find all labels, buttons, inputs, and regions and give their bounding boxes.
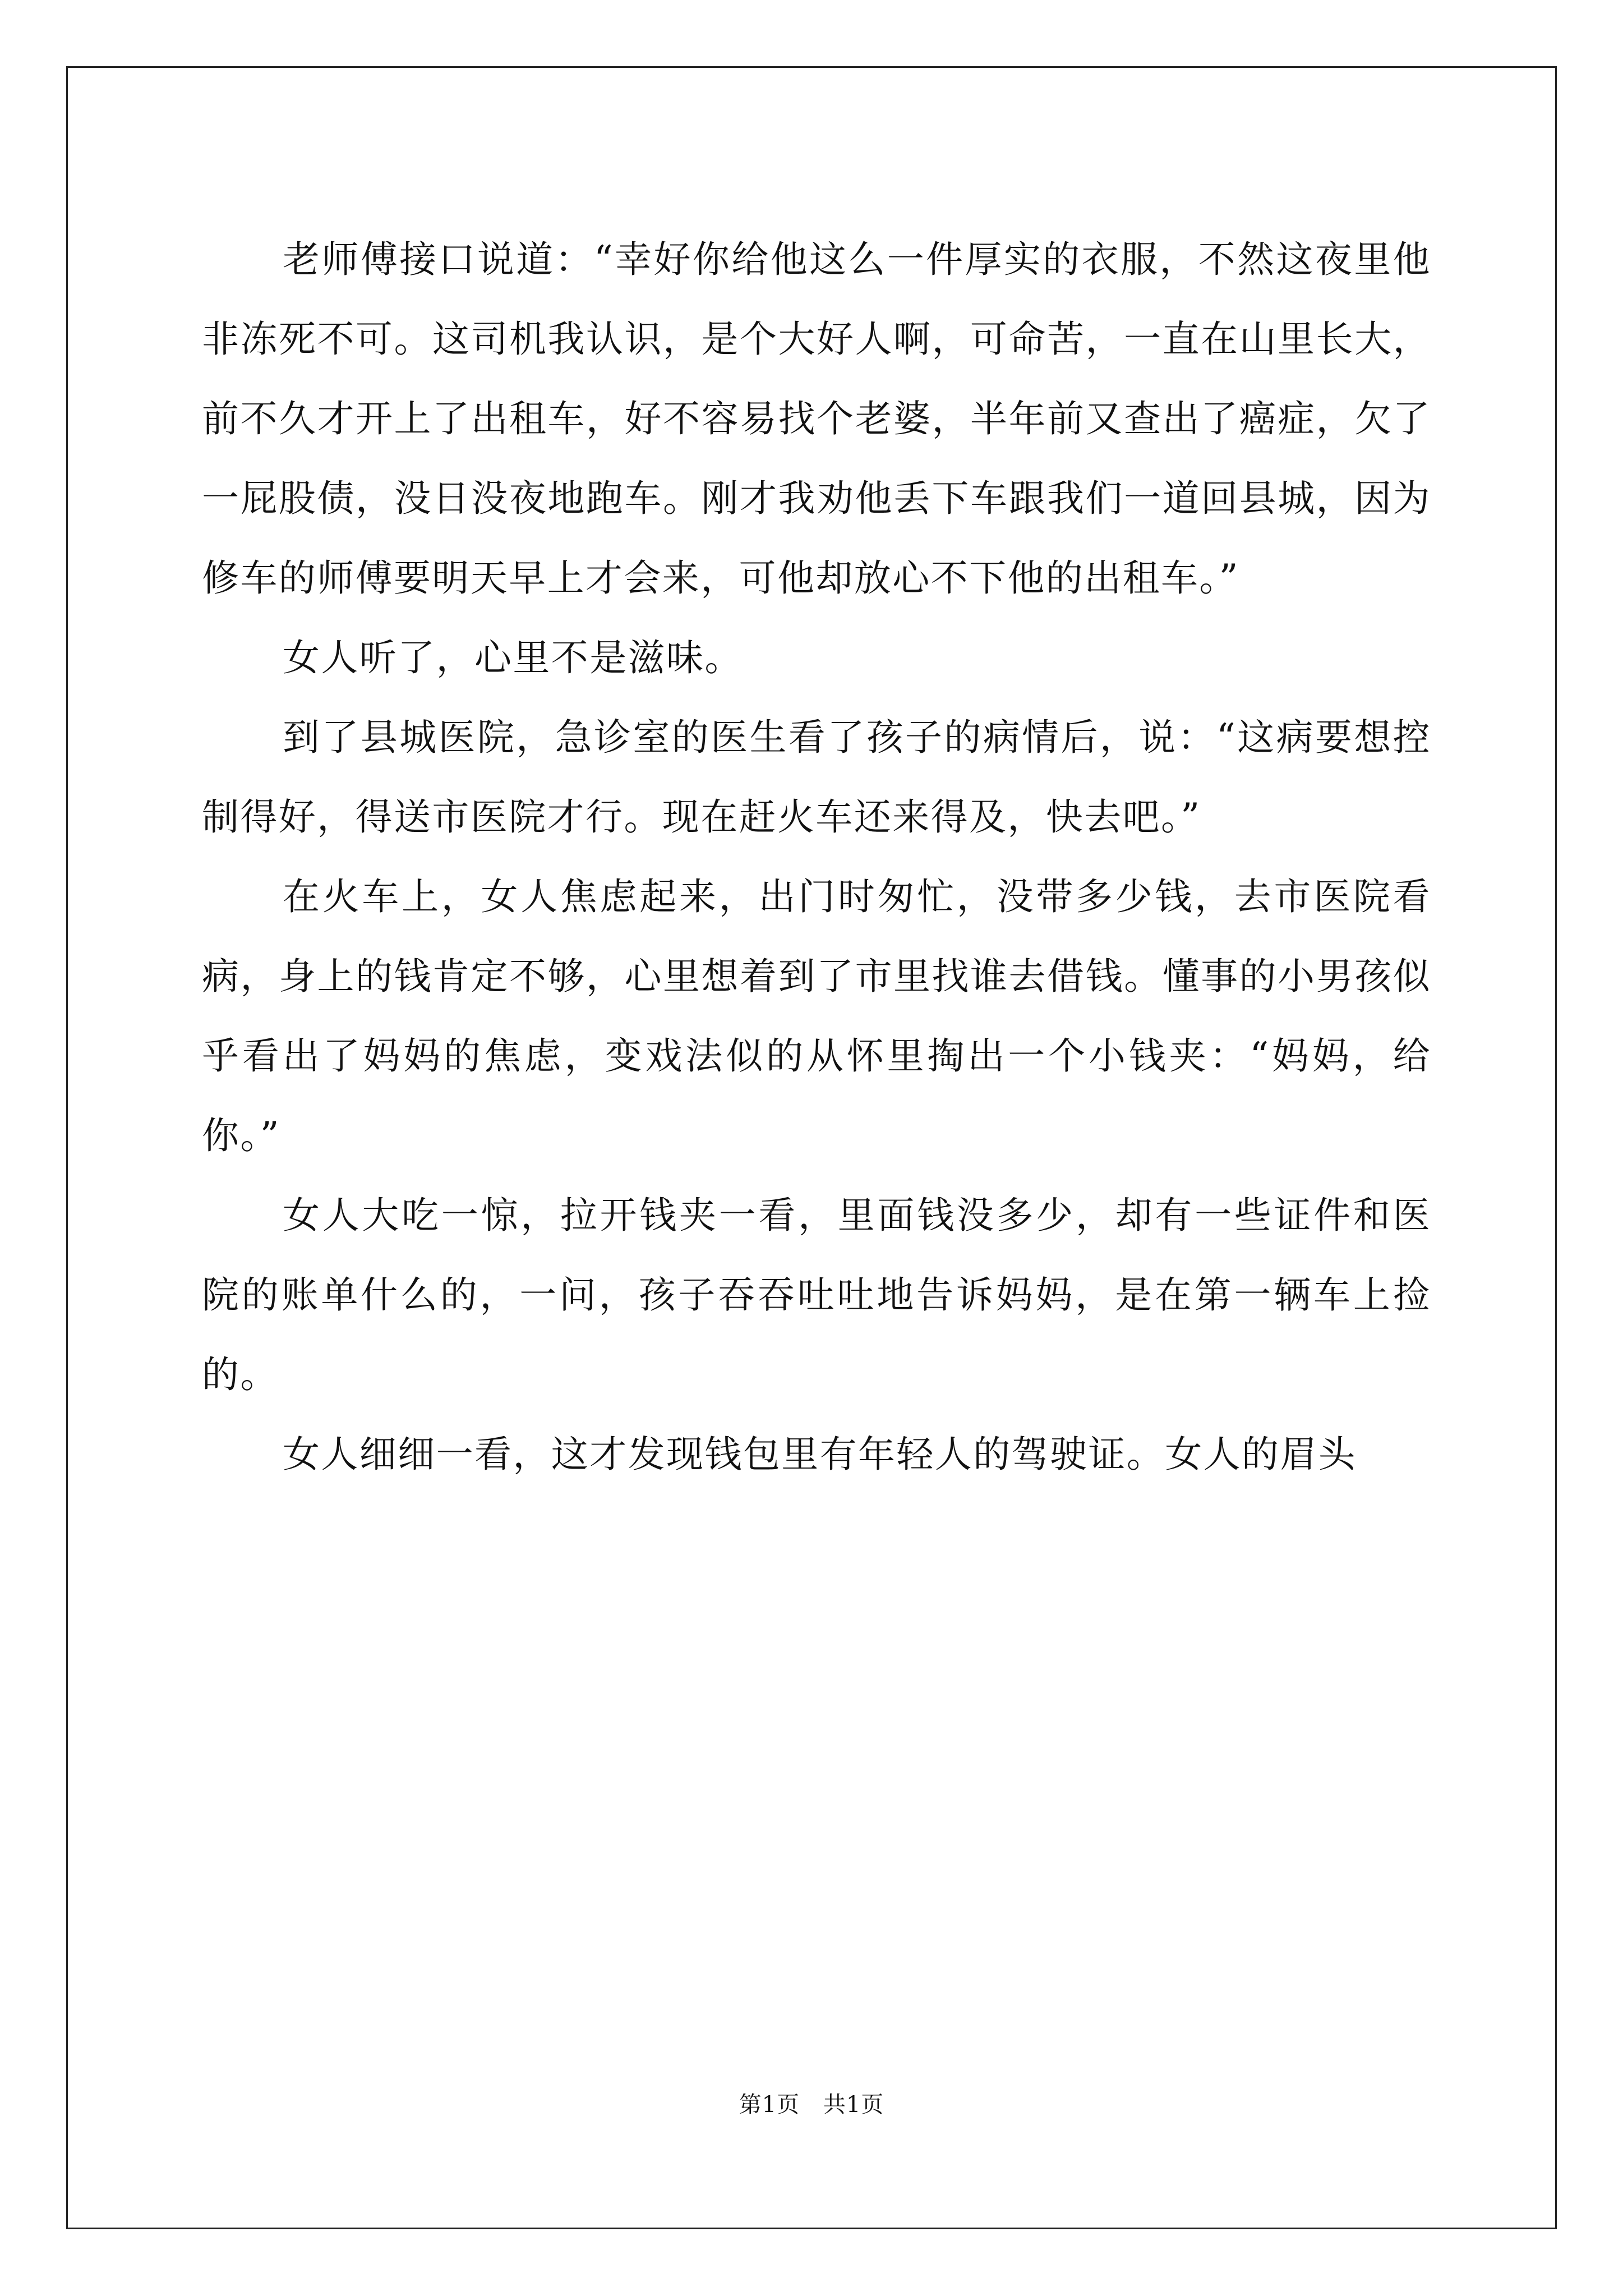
paragraph: 女人细细一看，这才发现钱包里有年轻人的驾驶证。女人的眉头 [283,1433,1357,1476]
page-total: 共1页 [823,2092,884,2118]
paragraph: 到了县城医院，急诊室的医生看了孩子的病情后，说：“这病要想控制得好，得送市医院才行。现在赶火车还来得及，快去吧。” [202,716,1431,839]
paragraph: 女人听了，心里不是滋味。 [283,636,743,679]
document-body [202,220,1431,1494]
paragraph: 老师傅接口说道：“幸好你给他这么一件厚实的衣服，不然这夜里他非冻死不可。这司机我认识，是个大好人啊，可命苦，一直在山里长大，前不久才开上了出租车，好不容易找个老婆，半年前又查出了癌症，欠了一屁股债，没日没夜地跑车。刚才我劝他丢下车跟我们一道回县城，因为修车的师傅要明天早上才会来，可他却放心不下他的出租车。” [202,238,1431,600]
page-number: 第1页 [739,2092,800,2118]
page-footer [0,2088,1623,2122]
paragraph: 女人大吃一惊，拉开钱夹一看，里面钱没多少，却有一些证件和医院的账单什么的，一问，孩子吞吞吐吐地告诉妈妈，是在第一辆车上捡的。 [202,1194,1431,1396]
paragraph: 在火车上，女人焦虑起来，出门时匆忙，没带多少钱，去市医院看病，身上的钱肯定不够，心里想着到了市里找谁去借钱。懂事的小男孩似乎看出了妈妈的焦虑，变戏法似的从怀里掏出一个小钱夹：“妈妈，给你。” [202,875,1431,1157]
